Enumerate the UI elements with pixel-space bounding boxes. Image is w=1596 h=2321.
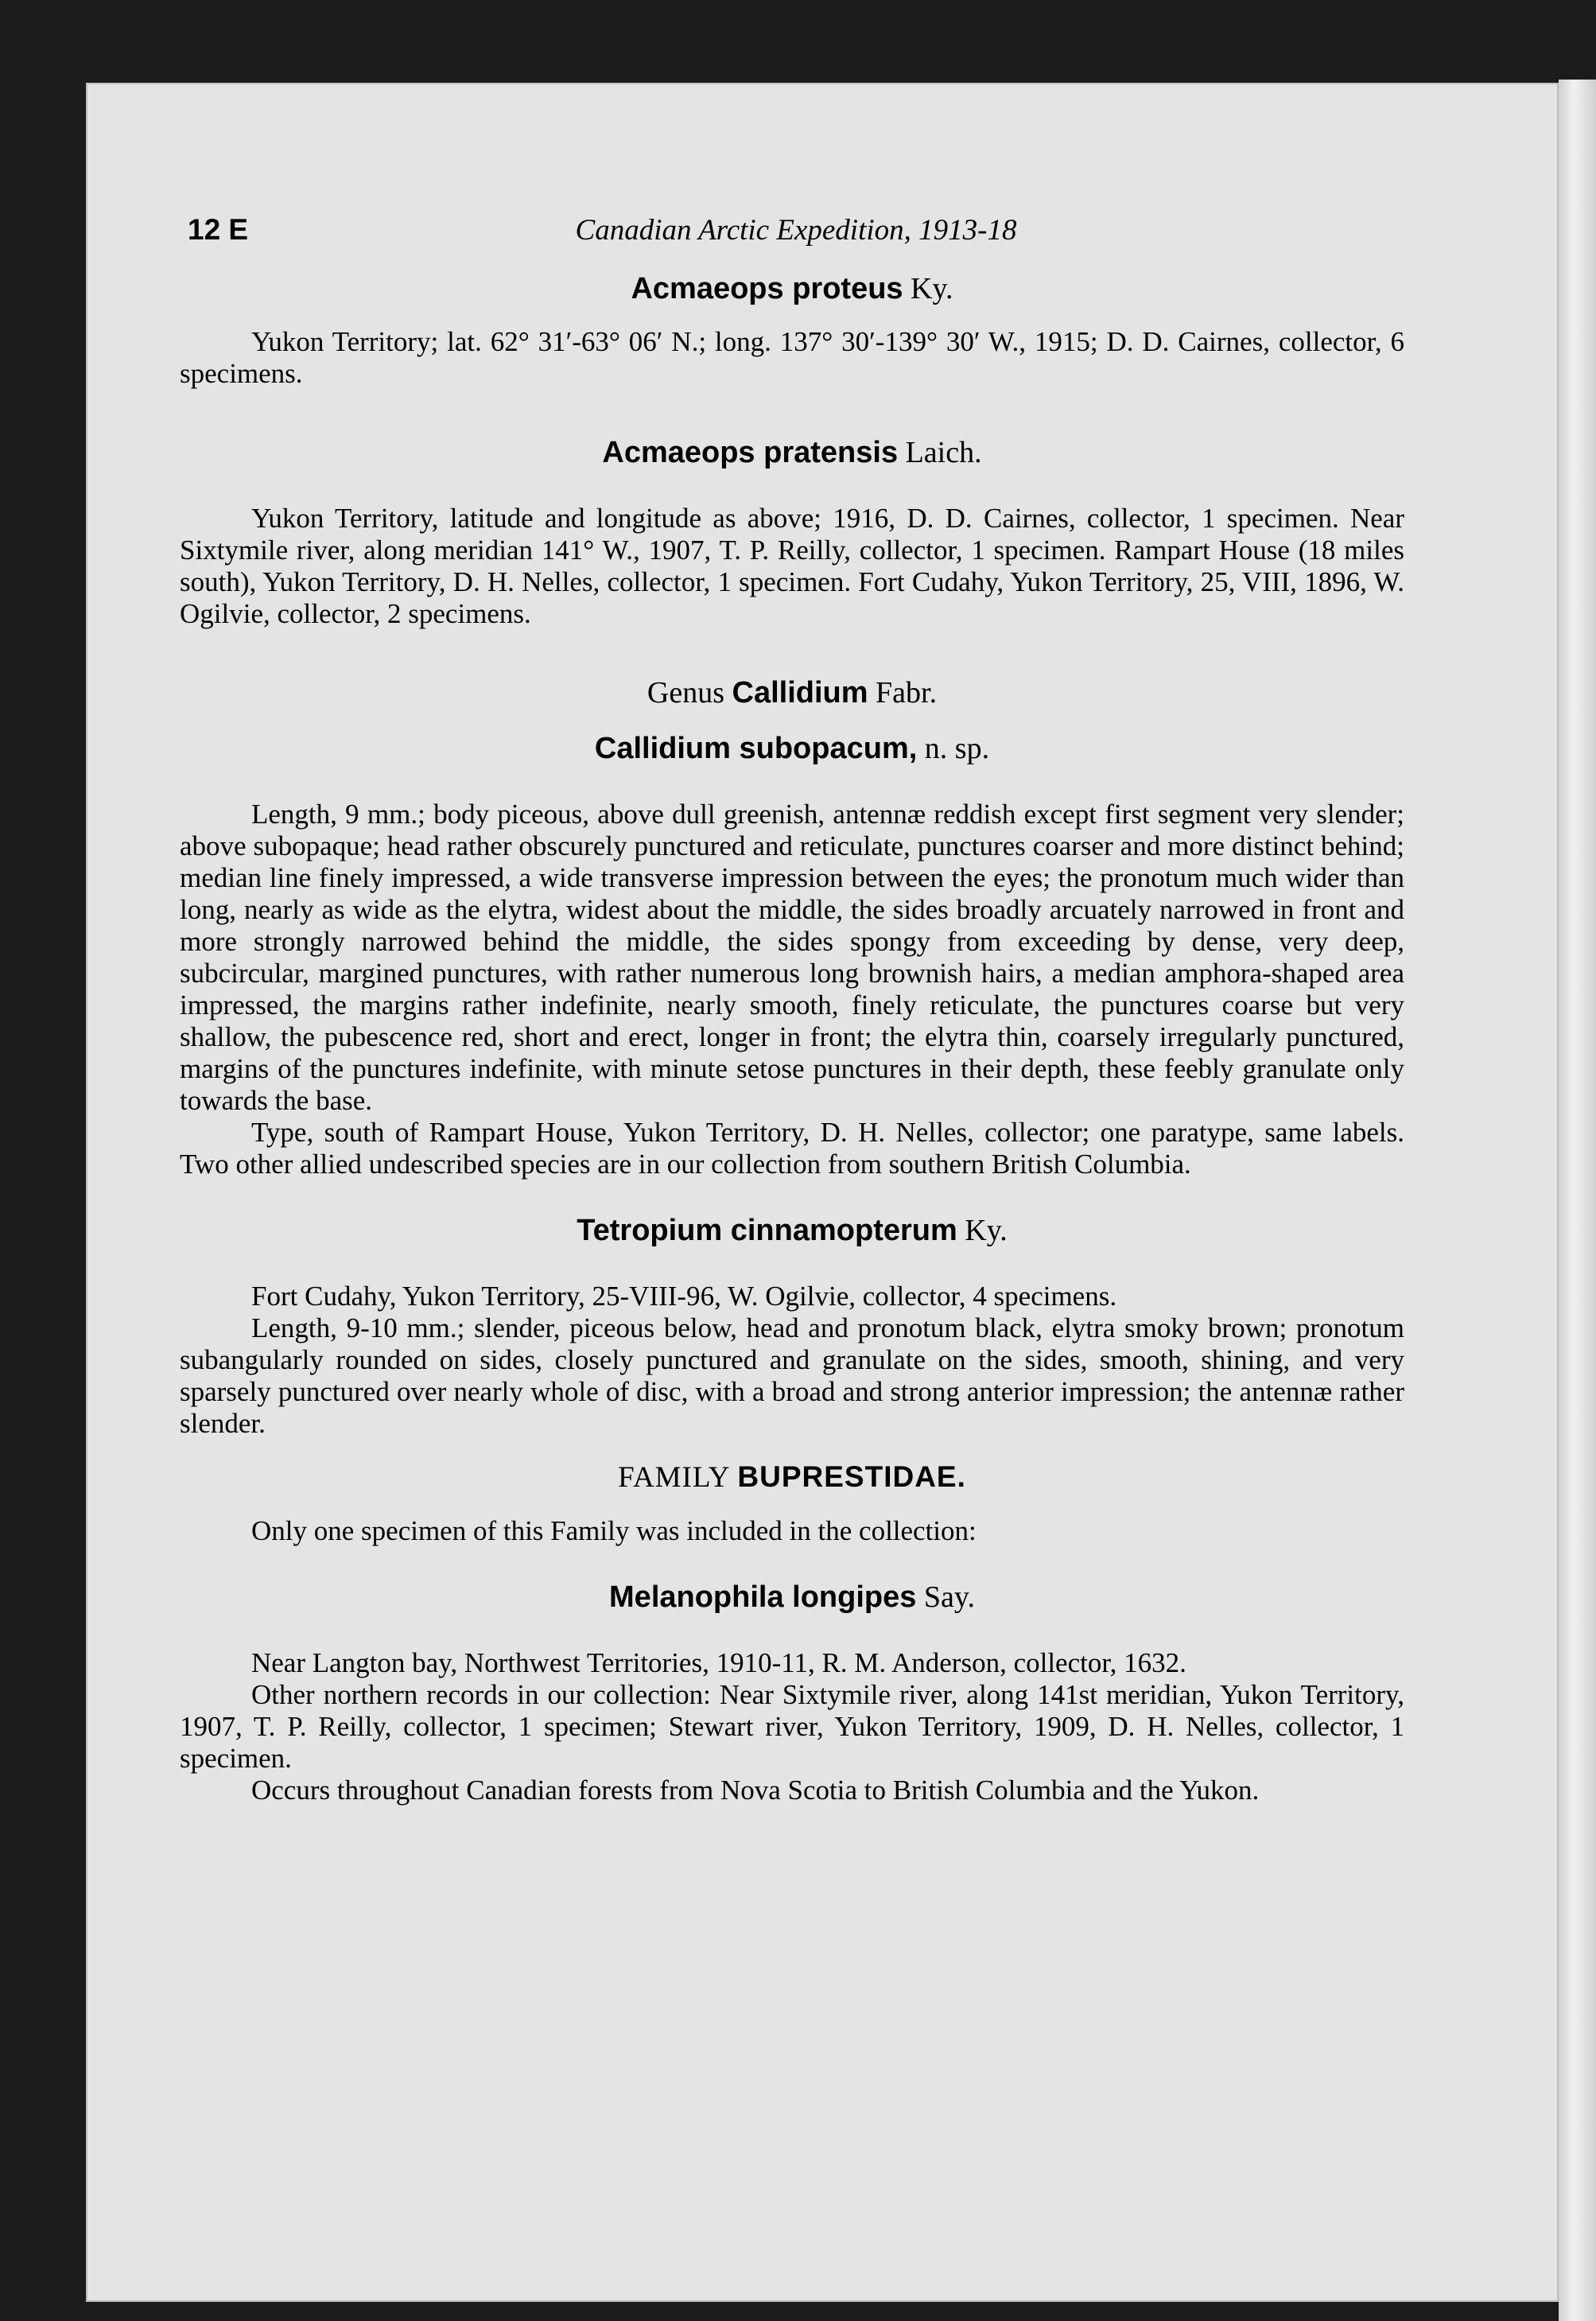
species-author: Laich. [905,436,982,469]
paragraph: Length, 9-10 mm.; slender, piceous below, head and pronotum black, elytra smoky brown; pronotum subangularly rounded on sides, closely punctured and granulate on the sides, smooth, shining, and very sparsely punctured over nearly whole of disc, with a broad and strong anterior impression; the antennæ rather slender. [180,1312,1404,1439]
family-prefix: FAMILY [618,1461,730,1494]
family-heading-buprestidae [180,1459,1404,1496]
paragraph: Length, 9 mm.; body piceous, above dull greenish, antennæ reddish except first segment very slender; above subopaque; head rather obscurely punctured and reticulate, punctures coarser and more distinct behind; median line finely impressed, a wide transverse impression between the eyes; the pronotum much wider than long, nearly as wide as the elytra, widest about the middle, the sides broadly arcuately narrowed in front and more strongly narrowed behind the middle, the sides spongy from exceeding by dense, very deep, subcircular, margined punctures, with rather numerous long brownish hairs, a median amphora-shaped area impressed, the margins rather indefinite, nearly smooth, finely reticulate, the punctures coarse but very shallow, the pubescence red, short and erect, longer in front; the elytra thin, coarsely irregularly punctured, margins of the punctures indefinite, with minute setose punctures in their depth, these feebly granulate only towards the base. [180,799,1404,1116]
paragraph: Other northern records in our collection: Near Sixtymile river, along 141st meridian, Yukon Territory, 1907, T. P. Reilly, collector, 1 specimen; Stewart river, Yukon Territory, 1909, D. H. Nelles, collector, 1 specimen. [180,1679,1404,1774]
paragraph: Type, south of Rampart House, Yukon Territory, D. H. Nelles, collector; one paratype, same labels. Two other allied undescribed species are in our collection from southern British Columbia. [180,1117,1404,1180]
species-name: Acmaeops proteus [631,272,903,305]
species-name: Melanophila longipes [609,1580,917,1614]
paragraph: Occurs throughout Canadian forests from Nova Scotia to British Columbia and the Yukon. [251,1775,1260,1806]
page-header [188,213,1404,250]
genus-name: Callidium [732,676,868,710]
species-heading-tetropium-cinnamopterum [180,1212,1404,1249]
species-name: Acmaeops pratensis [602,436,899,469]
species-name: Tetropium cinnamopterum [577,1214,957,1247]
species-heading-acmaeops-pratensis [180,434,1404,471]
genus-prefix: Genus [647,676,724,710]
species-author: n. sp. [924,732,990,765]
species-author: Ky. [911,272,953,305]
genus-author: Fabr. [876,676,938,710]
species-heading-callidium-subopacum [180,730,1404,767]
paragraph: Yukon Territory, latitude and longitude as above; 1916, D. D. Cairnes, collector, 1 specimen. Near Sixtymile river, along meridian 141° W., 1907, T. P. Reilly, collector, 1 specimen. Rampart House (18 miles south), Yukon Territory, D. H. Nelles, collector, 1 specimen. Fort Cudahy, Yukon Territory, 25, VIII, 1896, W. Ogilvie, collector, 2 specimens. [180,503,1404,629]
species-heading-acmaeops-proteus [180,270,1404,307]
genus-heading-callidium [180,675,1404,711]
page-number: 12 E [188,213,249,246]
page-content [180,270,1404,1806]
species-author: Ky. [965,1214,1008,1247]
species-author: Say. [923,1580,975,1614]
adjacent-page-edge [1559,80,1596,2321]
paragraph: Near Langton bay, Northwest Territories, 1910-11, R. M. Anderson, collector, 1632. [251,1647,1186,1678]
running-title: Canadian Arctic Expedition, 1913-18 [575,214,1017,247]
family-name: BUPRESTIDAE. [737,1460,966,1493]
paragraph: Only one specimen of this Family was included in the collection: [251,1515,977,1546]
species-heading-melanophila-longipes [180,1579,1404,1615]
paragraph: Yukon Territory; lat. 62° 31′-63° 06′ N.; long. 137° 30′-139° 30′ W., 1915; D. D. Cairnes, collector, 6 specimens. [180,326,1404,389]
paragraph: Fort Cudahy, Yukon Territory, 25-VIII-96, W. Ogilvie, collector, 4 specimens. [251,1281,1117,1312]
species-name: Callidium subopacum, [594,732,918,765]
